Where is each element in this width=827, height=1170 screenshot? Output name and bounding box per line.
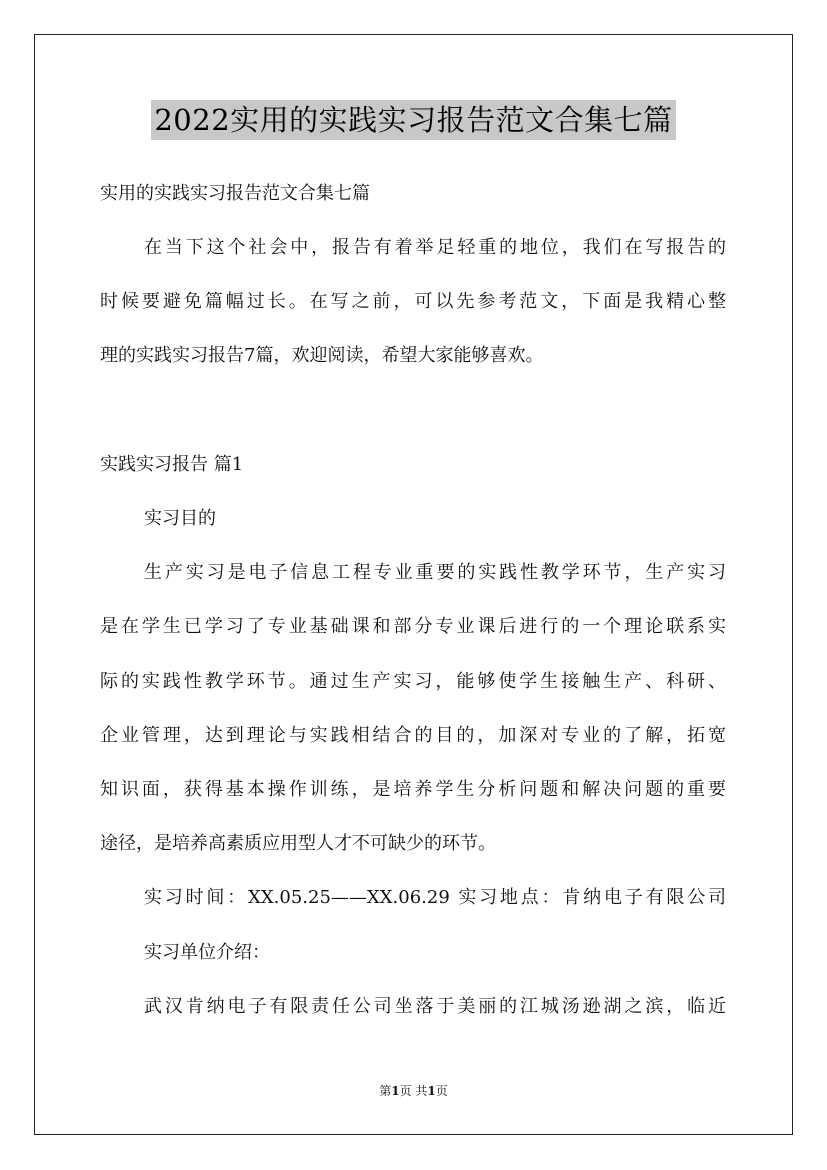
paragraph-line: 理的实践实习报告7篇，欢迎阅读，希望大家能够喜欢。 (100, 345, 544, 366)
subsection-heading: 实习单位介绍： (144, 942, 270, 963)
subtitle-line: 实用的实践实习报告范文合集七篇 (100, 183, 370, 204)
paragraph-line: 生产实习是电子信息工程专业重要的实践性教学环节，生产实习 (144, 562, 726, 583)
internship-info-line: 实习时间：XX.05.25——XX.06.29 实习地点：肯纳电子有限公司 (144, 887, 726, 908)
subsection-heading: 实习目的 (144, 508, 216, 529)
footer-prefix: 第 (379, 1084, 392, 1098)
page-footer (0, 1083, 827, 1099)
footer-total-pages: 1 (427, 1084, 436, 1098)
paragraph-line: 在当下这个社会中，报告有着举足轻重的地位，我们在写报告的 (144, 237, 726, 258)
footer-suffix: 页 (435, 1084, 448, 1098)
paragraph-line: 际的实践性教学环节。通过生产实习，能够使学生接触生产、科研、 (100, 671, 726, 692)
footer-mid: 页 共 (399, 1084, 428, 1098)
footer-page-number: 1 (391, 1084, 400, 1098)
paragraph-line: 途径，是培养高素质应用型人才不可缺少的环节。 (100, 833, 496, 854)
paragraph-line: 时候要避免篇幅过长。在写之前，可以先参考范文，下面是我精心整 (100, 291, 726, 312)
document-title: 2022实用的实践实习报告范文合集七篇 (151, 100, 675, 140)
title-block (0, 100, 827, 140)
paragraph-line: 企业管理，达到理论与实践相结合的目的，加深对专业的了解，拓宽 (100, 725, 726, 746)
paragraph-line: 知识面，获得基本操作训练，是培养学生分析问题和解决问题的重要 (100, 779, 726, 800)
paragraph-line: 是在学生已学习了专业基础课和部分专业课后进行的一个理论联系实 (100, 616, 726, 637)
paragraph-line: 武汉肯纳电子有限责任公司坐落于美丽的江城汤逊湖之滨，临近 (144, 996, 726, 1017)
section-heading: 实践实习报告 篇1 (100, 454, 244, 475)
